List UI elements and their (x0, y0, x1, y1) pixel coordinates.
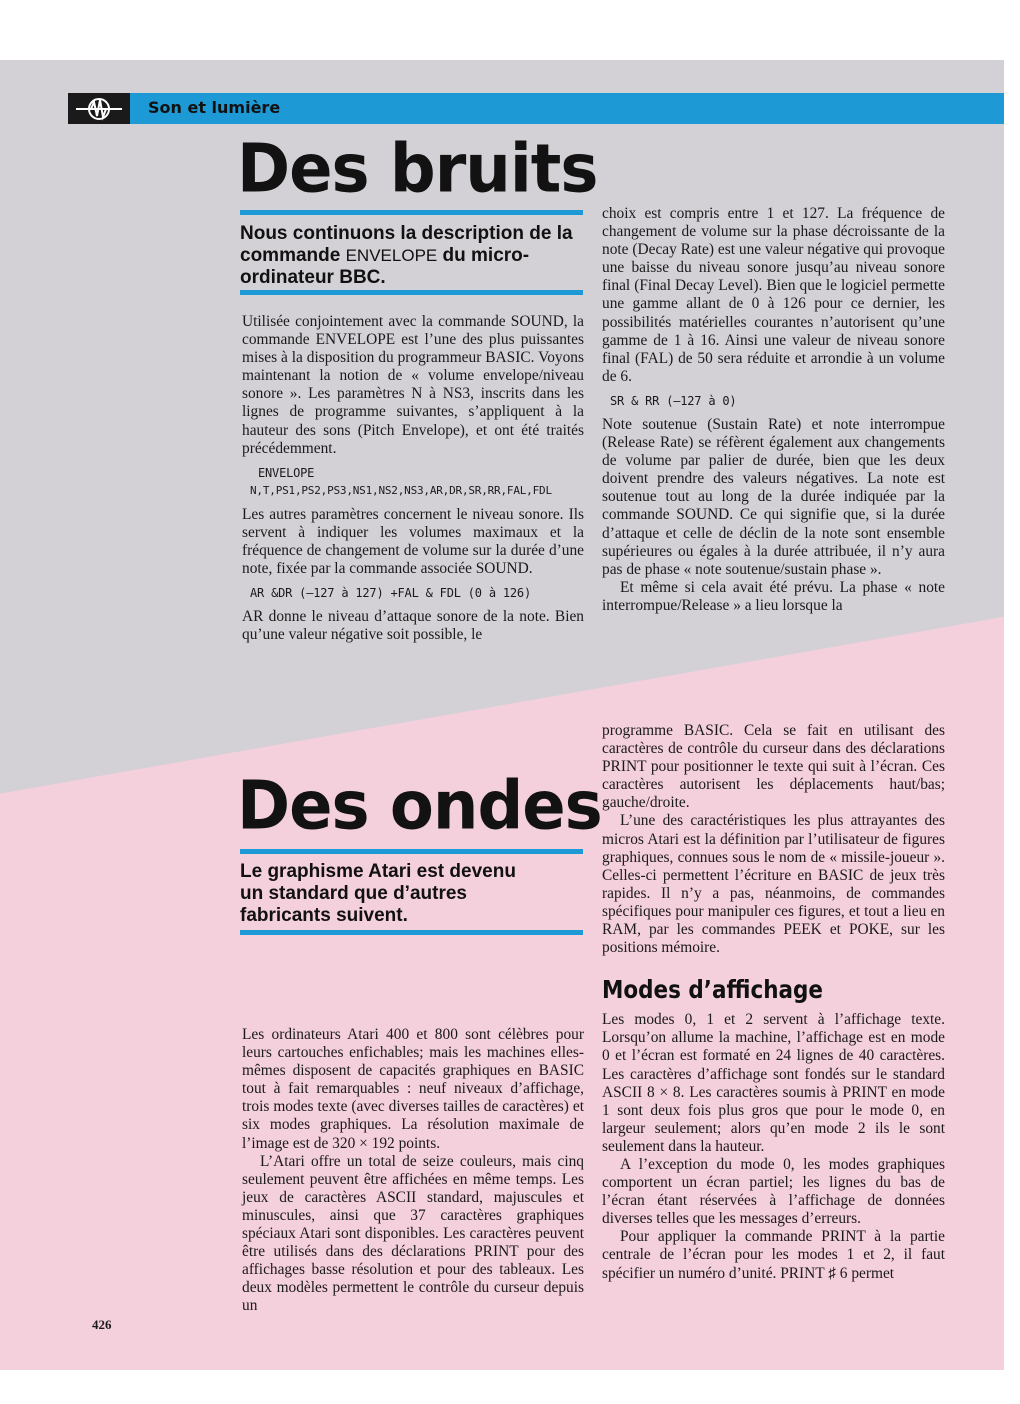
section-label: Son et lumière (148, 98, 281, 117)
article1-column-left (242, 313, 584, 644)
page-number: 426 (92, 1317, 112, 1332)
article2-paragraph-4: L’une des caractéristiques les plus attrayantes des micros Atari est la définition par l’utilisateur de figures graphiques, connues sous le nom de « missile-joueur ». Celles-ci permettent l’écriture en BASIC de jeux très rapides. Il n’y a pas, néanmoins, de commandes spécifiques pour manipuler ces figures, et tout a lieu en RAM, par les commandes PEEK et POKE, sur les positions mémoire. (602, 812, 945, 957)
article-lede-ondes: Le graphisme Atari est devenu un standard que d’autres fabricants suivent. (240, 861, 516, 926)
waveform-icon (68, 93, 130, 124)
lede-text-a: Nous continuons la description de la commande (240, 223, 573, 266)
article1-paragraph-2: Les autres paramètres concernent le niveau sonore. Ils servent à indiquer les volumes maximaux et la fréquence de changement de volume sur la durée d’une note, fixée par la commande associée SOUND. (242, 505, 584, 578)
article2-paragraph-6: A l’exception du mode 0, les modes graphiques comportent un écran partiel; les lignes du bas de l’écran étant réservées à l’affichage de données diverses telles que les messages d’erreurs. (602, 1155, 945, 1228)
code-envelope-params: N,T,PS1,PS2,PS3,NS1,NS2,NS3,AR,DR,SR,RR,FAL,FDL (250, 483, 552, 497)
lede-command: ENVELOPE (345, 246, 438, 265)
article-title-bruits: Des bruits (237, 130, 598, 209)
article1-paragraph-1: Utilisée conjointement avec la commande SOUND, la commande ENVELOPE est l’une des plus puissantes mises à la disposition du programmeur BASIC. Voyons maintenant la notion de « volume envelope/niveau sonore ». Les paramètres N à NS3, inscrits dans les lignes de programme suivantes, s’appliquent à la hauteur des sons (Pitch Envelope), et ont été traités précédemment. (242, 313, 584, 457)
lede-text-b: du micro-ordinateur BBC. (240, 245, 530, 288)
article1-paragraph-4: choix est compris entre 1 et 127. La fréquence de changement de volume sur la phase décroissante de la note (Decay Rate) est une valeur négative qui provoque une baisse du niveau sonore jusqu’au niveau sonore final (Final Decay Level). Bien que le logiciel permette une gamme allant de 0 à 126 pour ce dernier, les possibilités matérielles courantes n’autorisent qu’une gamme de 1 à 16. Ainsi une valeur de niveau sonore final (FAL) de 50 sera réduite et arrondie à un volume de 6. (602, 205, 945, 385)
article1-paragraph-3: AR donne le niveau d’attaque sonore de la note. Bien qu’une valeur négative soit possible, le (242, 608, 584, 644)
article1-paragraph-5: Note soutenue (Sustain Rate) et note interrompue (Release Rate) se réfèrent également aux changements de volume par palier de durée, bien que les deux doivent prendre des valeurs négatives. La note est soutenue tout au long de la durée indiquée par la commande SOUND. Ce qui signifie que, si la durée d’attaque et celle de déclin de la note sont ensemble supérieures ou égales à la durée attribuée, il n’y aura pas de phase « note soutenue/sustain phase ». (602, 415, 945, 578)
rule-bottom-2 (240, 930, 583, 935)
rule-top-1 (240, 210, 583, 215)
article2-column-right (602, 722, 945, 1283)
article2-paragraph-2: L’Atari offre un total de seize couleurs, mais cinq seulement peuvent être affichées en même temps. Les jeux de caractères ASCII standard, majuscules et minuscules, ainsi que 37 caractères graphiques spéciaux Atari sont disponibles. Les caractères peuvent être utilisés dans des déclarations PRINT pour des affichages basse résolution et pour des tableaux. Les deux modèles permettent le contrôle du curseur depuis un (242, 1152, 584, 1315)
article-title-ondes: Des ondes (237, 767, 602, 846)
rule-bottom-1 (240, 290, 583, 295)
article2-paragraph-3: programme BASIC. Cela se fait en utilisant des caractères de contrôle du curseur dans des déclarations PRINT pour positionner le texte qui suit à l’écran. Ces caractères autorisent les déplacements haut/bas; gauche/droite. (602, 722, 945, 812)
article2-paragraph-1: Les ordinateurs Atari 400 et 800 sont célèbres pour leurs cartouches enfichables; mais les machines elles-mêmes disposent de capacités graphiques en BASIC tout à fait remarquables : neuf niveaux d’affichage, trois modes texte (avec diverses tailles de caractères) et six modes graphiques. La résolution maximale de l’image est de 320 × 192 points. (242, 1026, 584, 1152)
article1-column-right (602, 205, 945, 615)
subheading-modes-affichage: Modes d’affichage (602, 975, 824, 1005)
article1-paragraph-6: Et même si cela avait été prévu. La phase « note interrompue/Release » a lieu lorsque la (602, 578, 945, 614)
article2-paragraph-5: Les modes 0, 1 et 2 servent à l’affichage texte. Lorsqu’on allume la machine, l’affichage est en mode 0 et l’écran est formaté en 24 lignes de 40 caractères. Les caractères d’affichage sont fondés sur le standard ASCII 8 × 8. Les caractères soumis à PRINT en mode 1 sont deux fois plus gros que pour le mode 0, en largeur seulement; alors qu’en mode 2 ils le sont seulement dans la hauteur. (602, 1011, 945, 1155)
rule-top-2 (240, 849, 583, 854)
code-envelope-keyword: ENVELOPE (258, 465, 315, 480)
page-edge (1004, 60, 1020, 1370)
section-header-bar (68, 93, 1004, 124)
article2-paragraph-7: Pour appliquer la commande PRINT à la partie centrale de l’écran pour les modes 1 et 2, il faut spécifier un numéro d’unité. PRINT ♯ 6 permet (602, 1228, 945, 1282)
article2-column-left (242, 1026, 584, 1316)
code-sr-rr-range: SR & RR (–127 à 0) (610, 393, 737, 408)
code-ar-dr-range: AR &DR (–127 à 127) +FAL & FDL (0 à 126) (250, 586, 531, 601)
article-lede-bruits (240, 223, 585, 289)
